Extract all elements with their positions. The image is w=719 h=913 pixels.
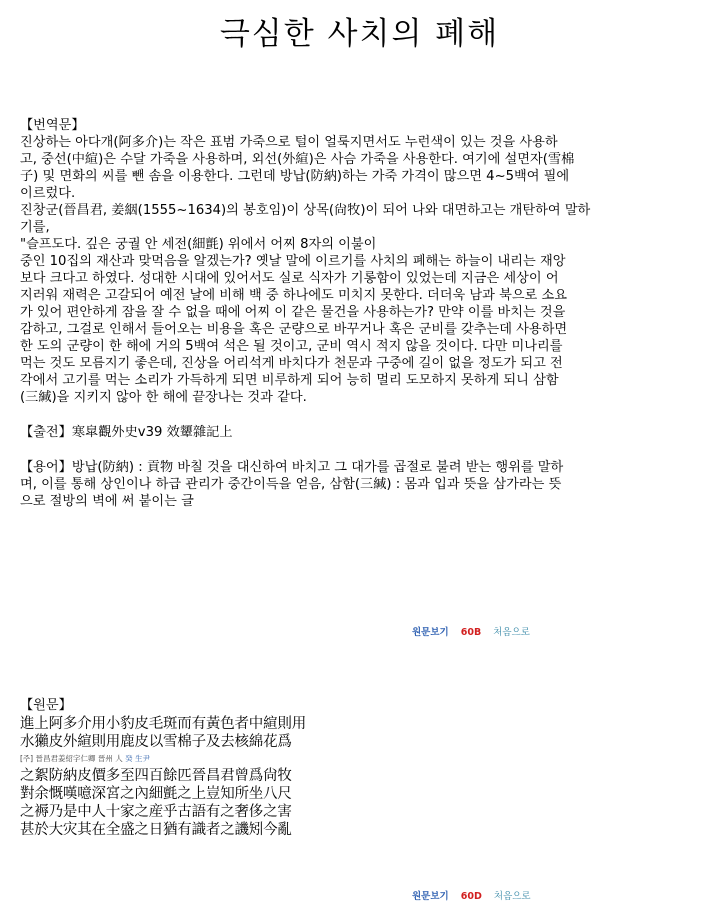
translation-line: 기를,	[20, 220, 50, 235]
go-first-link[interactable]: 처음으로	[493, 891, 531, 902]
original-line: 之褥乃是中人十家之産乎古語有之奢侈之害	[20, 804, 292, 820]
glossary-line: 며, 이를 통해 상인이나 하급 관리가 중간이득을 얻음, 삼함(三緘) : 몸과 입과 뜻을 삼가라는 뜻	[20, 477, 562, 492]
page-nav-bottom	[412, 891, 531, 903]
translation-line: 한 도의 군량이 한 해에 거의 5백여 석은 될 것이고, 군비 역시 적지 않을 것이다. 다만 미나리를	[20, 339, 563, 354]
spacer	[20, 441, 710, 459]
go-first-link[interactable]: 처음으로	[493, 627, 530, 638]
original-line: 水獺皮外縇則用鹿皮以雪棉子及去核綿花爲	[20, 734, 292, 750]
glossary-line: 【용어】방납(防納) : 貢物 바칠 것을 대신하여 바치고 그 대가를 곱절로 불려 받는 행위를 말하	[20, 460, 564, 475]
translation-line: 보다 크다고 하였다. 성대한 시대에 있어서도 실로 식자가 기롱함이 있었는데 지금은 세상이 어	[20, 271, 559, 286]
page-nav-top	[412, 627, 530, 639]
annotation-author: 癸 生尹	[125, 754, 151, 763]
translation-line: 각에서 고기를 먹는 소리가 가득하게 되면 비루하게 되어 능히 멀리 도모하지 못하게 되니 삼함	[20, 373, 559, 388]
translation-line: "슬프도다. 깊은 궁궐 안 세전(細氈) 위에서 어찌 8자의 이불이	[20, 237, 377, 252]
translation-line: 중인 10집의 재산과 맞먹음을 알겠는가? 옛날 말에 이르기를 사치의 폐해는 하늘이 내리는 재앙	[20, 254, 566, 269]
original-line: 甚於大灾其在全盛之日猶有識者之譏矧今亂	[20, 822, 292, 838]
glossary-line: 으로 절방의 벽에 써 붙이는 글	[20, 494, 194, 509]
original-annotation	[20, 753, 710, 765]
original-line: 之絮防納皮價多至四百餘匹晉昌君曾爲尙牧	[20, 768, 292, 784]
translation-line: (三緘)을 지키지 않아 한 해에 끝장나는 것과 같다.	[20, 390, 307, 405]
translation-heading: 【번역문】	[20, 118, 85, 133]
translation-line: 지러워 재력은 고갈되어 예전 날에 비해 백 중 하나에도 미치지 못한다. 더더욱 남과 북으로 소요	[20, 288, 567, 303]
translation-line: 감하고, 그걸로 인해서 들어오는 비용을 혹은 군량으로 바꾸거나 혹은 군비를 갖추는데 사용하면	[20, 322, 568, 337]
page-title: 극심한 사치의 폐해	[219, 16, 500, 52]
source-line: 【출전】寒皐觀外史v39 效顰雜記上	[20, 425, 233, 440]
translation-line: 고, 중선(中縇)은 수달 가죽을 사용하며, 외선(外縇)은 사슴 가죽을 사용한다. 여기에 설면자(雪棉	[20, 152, 575, 167]
page-number: 60D	[460, 891, 482, 902]
view-original-link[interactable]: 원문보기	[412, 891, 449, 902]
original-heading: 【원문】	[20, 698, 72, 713]
original-text-section	[20, 697, 710, 839]
page-number: 60B	[460, 627, 482, 638]
original-line: 對余慨嘆噫深宮之內細氈之上豈知所坐八尺	[20, 786, 292, 802]
original-line: 進上阿多介用小豹皮毛斑而有黃色者中縇則用	[20, 716, 306, 732]
spacer	[20, 406, 710, 424]
translation-line: 이르렀다.	[20, 186, 76, 201]
view-original-link[interactable]: 원문보기	[412, 627, 449, 638]
translation-section	[20, 117, 710, 510]
translation-line: 진창군(晉昌君, 姜絪(1555~1634)의 봉호임)이 상목(尙牧)이 되어 나와 대면하고는 개탄하여 말하	[20, 203, 591, 218]
translation-line: 진상하는 아다개(阿多介)는 작은 표범 가죽으로 털이 얼룩지면서도 누런색이 있는 것을 사용하	[20, 135, 558, 150]
translation-line: 먹는 것도 모름지기 좋은데, 진상을 어리석게 바치다가 천문과 구중에 길이 없을 정도가 되고 전	[20, 356, 563, 371]
annotation-text: [주] 晉昌君姜紹字仁卿 晉州 人	[20, 754, 123, 763]
translation-line: 가 있어 편안하게 잠을 잘 수 없을 때에 어찌 이 같은 물건을 사용하는가? 만약 이를 바치는 것을	[20, 305, 566, 320]
translation-line: 子) 및 면화의 씨를 뺀 솜을 이용한다. 그런데 방납(防納)하는 가죽 가격이 많으면 4~5백여 필에	[20, 169, 570, 184]
